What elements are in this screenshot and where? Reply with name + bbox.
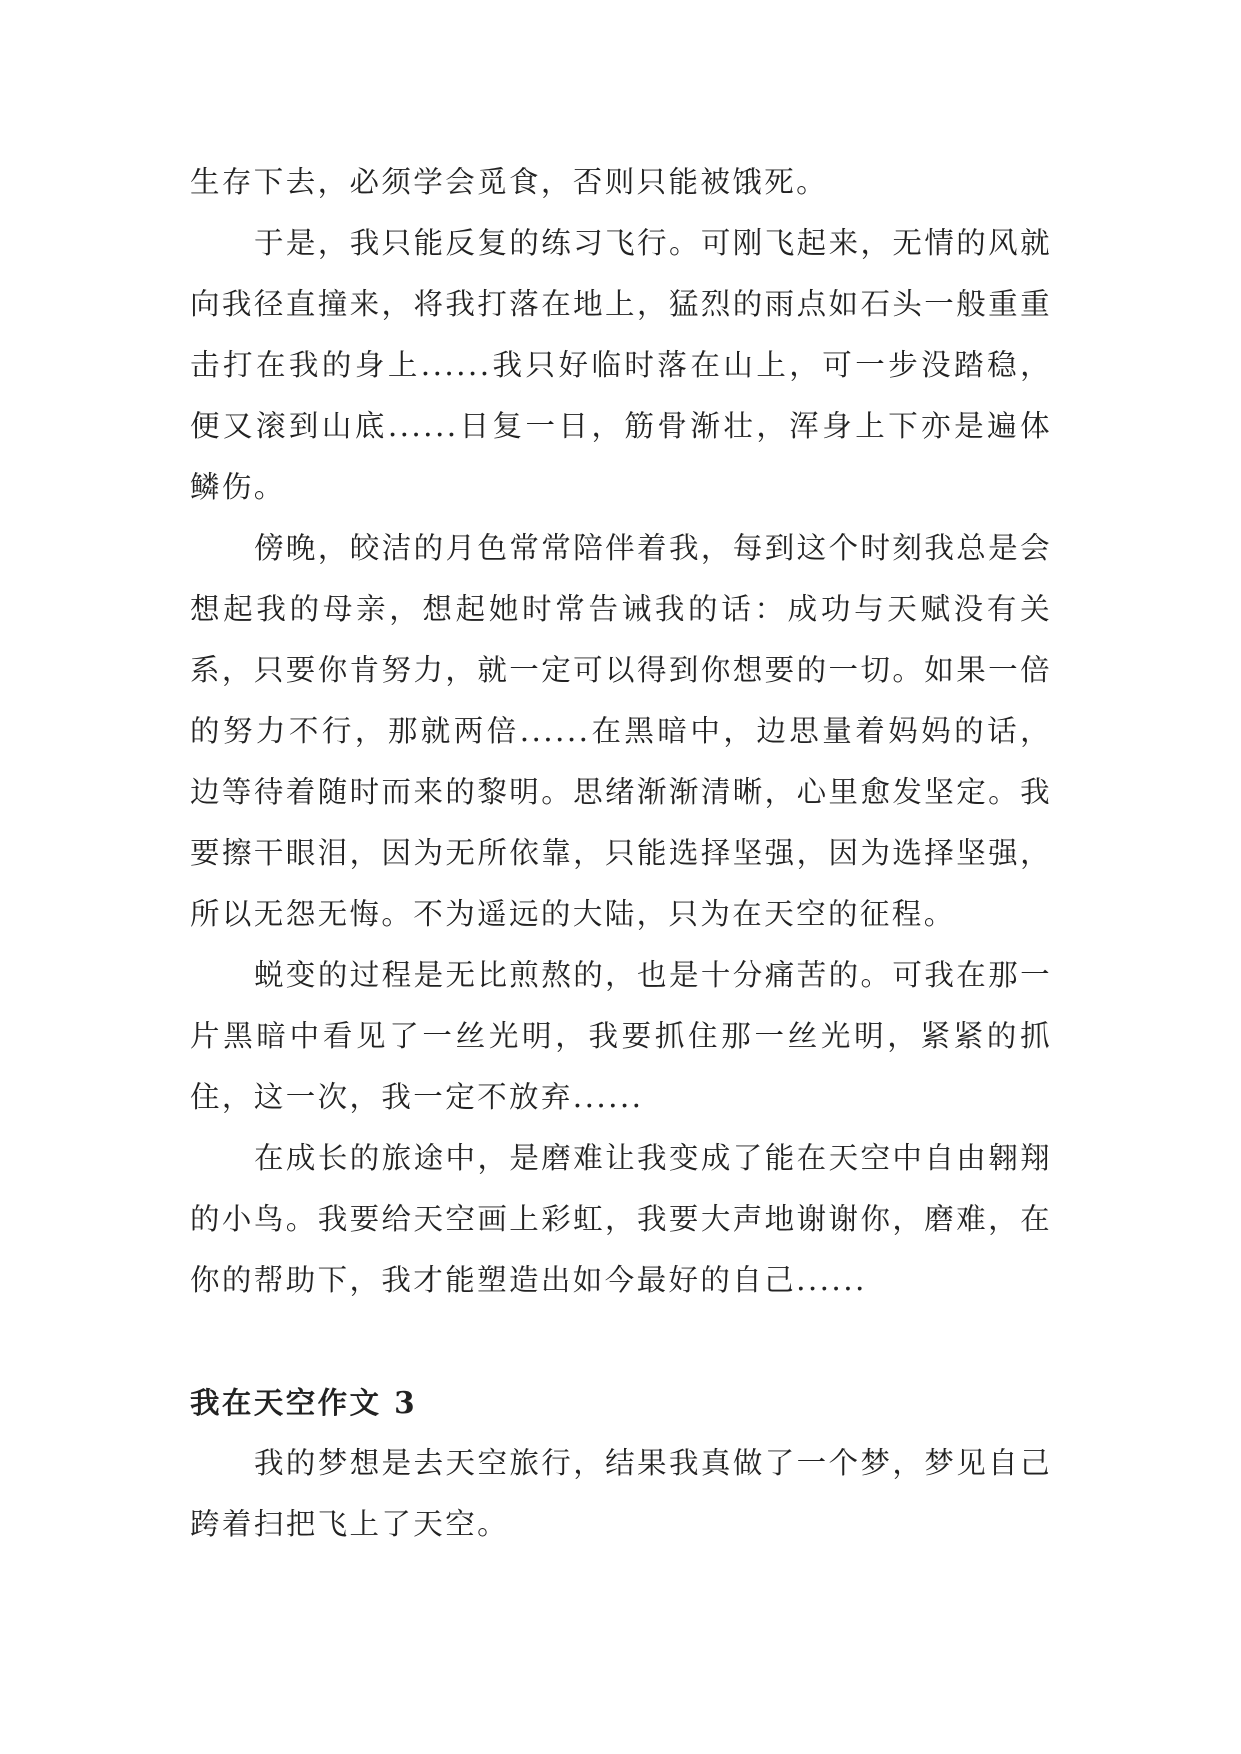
paragraph-dream: 我的梦想是去天空旅行，结果我真做了一个梦，梦见自己跨着扫把飞上了天空。: [190, 1446, 1052, 1541]
document-body: [190, 152, 1052, 1555]
paragraph-growth-journey: 在成长的旅途中，是磨难让我变成了能在天空中自由翱翔的小鸟。我要给天空画上彩虹，我要大声地谢谢你，磨难，在你的帮助下，我才能塑造出如今最好的自己......: [190, 1141, 1052, 1297]
paragraph-flight-practice: 于是，我只能反复的练习飞行。可刚飞起来，无情的风就向我径直撞来，将我打落在地上，猛烈的雨点如石头一般重重击打在我的身上......我只好临时落在山上，可一步没踏稳，便又滚到山底......日复一日，筋骨渐壮，浑身上下亦是遍体鳞伤。: [190, 226, 1052, 504]
paragraph-continuation: 生存下去，必须学会觅食，否则只能被饿死。: [190, 165, 829, 199]
paragraph-evening-reflection: 傍晚，皎洁的月色常常陪伴着我，每到这个时刻我总是会想起我的母亲，想起她时常告诫我的话：成功与天赋没有关系，只要你肯努力，就一定可以得到你想要的一切。如果一倍的努力不行，那就两倍......在黑暗中，边思量着妈妈的话，边等待着随时而来的黎明。思绪渐渐清晰，心里愈发坚定。我要擦干眼泪，因为无所依靠，只能选择坚强，因为选择坚强，所以无怨无悔。不为遥远的大陆，只为在天空的征程。: [190, 531, 1052, 931]
section-title: 我在天空作文 3: [190, 1385, 417, 1420]
paragraph-transformation: 蜕变的过程是无比煎熬的，也是十分痛苦的。可我在那一片黑暗中看见了一丝光明，我要抓住那一丝光明，紧紧的抓住，这一次，我一定不放弃......: [190, 958, 1052, 1114]
